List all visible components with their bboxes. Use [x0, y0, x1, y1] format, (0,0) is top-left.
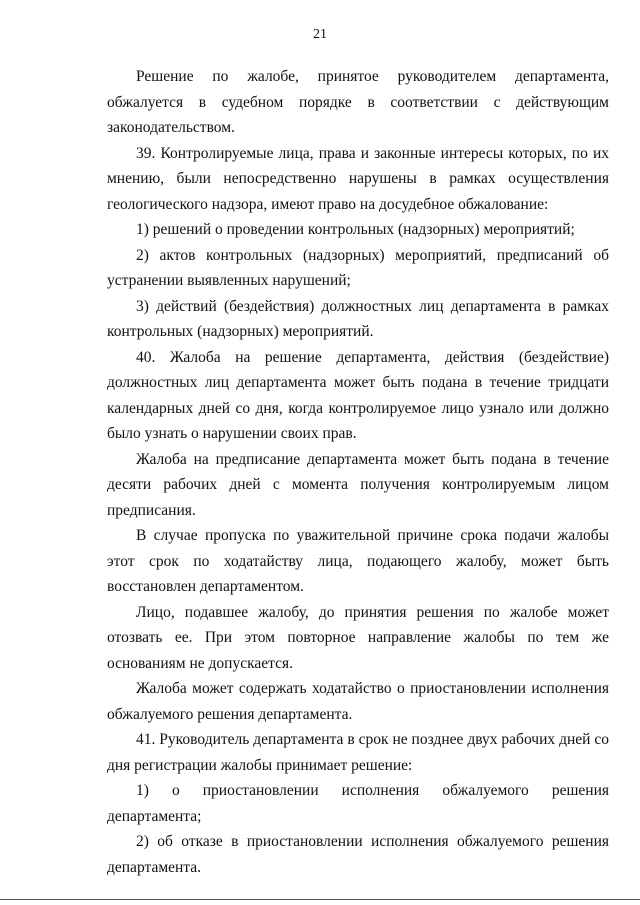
- paragraph-withdraw-complaint: Лицо, подавшее жалобу, до принятия решения по жалобе может отозвать ее. При этом повторное направление жалобы по тем же основаниям не допускается.: [107, 603, 609, 672]
- paragraph-40: 40. Жалоба на решение департамента, действия (бездействие) должностных лиц департамента может быть подана в течение тридцати календарных дней со дня, когда контролируемое лицо узнало или должно было узнать о нарушении своих прав.: [107, 348, 609, 442]
- paragraph-41-item-2: 2) об отказе в приостановлении исполнения обжалуемого решения департамента.: [107, 833, 609, 876]
- page-number: 21: [313, 27, 327, 42]
- paragraph-41: 41. Руководитель департамента в срок не позднее двух рабочих дней со дня регистрации жалобы принимает решение:: [107, 731, 609, 774]
- paragraph-39-item-2: 2) актов контрольных (надзорных) мероприятий, предписаний об устранении выявленных нарушений;: [107, 246, 609, 289]
- paragraph-deadline-restore: В случае пропуска по уважительной причине срока подачи жалобы этот срок по ходатайству лица, подающего жалобу, может быть восстановлен департаментом.: [107, 527, 609, 595]
- paragraph-prescription-appeal: Жалоба на предписание департамента может быть подана в течение десяти рабочих дней с момента получения контролируемым лицом предписания.: [107, 450, 609, 519]
- paragraph-39: 39. Контролируемые лица, права и законные интересы которых, по их мнению, были непосредственно нарушены в рамках осуществления геологического надзора, имеют право на досудебное обжалование:: [107, 144, 609, 213]
- paragraph-appeal-court: Решение по жалобе, принятое руководителем департамента, обжалуется в судебном порядке в соответствии с действующим законодательством.: [107, 68, 609, 136]
- paragraph-39-item-3: 3) действий (бездействия) должностных лиц департамента в рамках контрольных (надзорных) мероприятий.: [107, 297, 609, 340]
- bottom-edge-line: [0, 899, 640, 900]
- document-body: [107, 64, 609, 880]
- paragraph-suspension-request: Жалоба может содержать ходатайство о приостановлении исполнения обжалуемого решения департамента.: [107, 680, 609, 723]
- paragraph-41-item-1: 1) о приостановлении исполнения обжалуемого решения департамента;: [107, 782, 609, 825]
- paragraph-39-item-1: 1) решений о проведении контрольных (надзорных) мероприятий;: [136, 221, 575, 238]
